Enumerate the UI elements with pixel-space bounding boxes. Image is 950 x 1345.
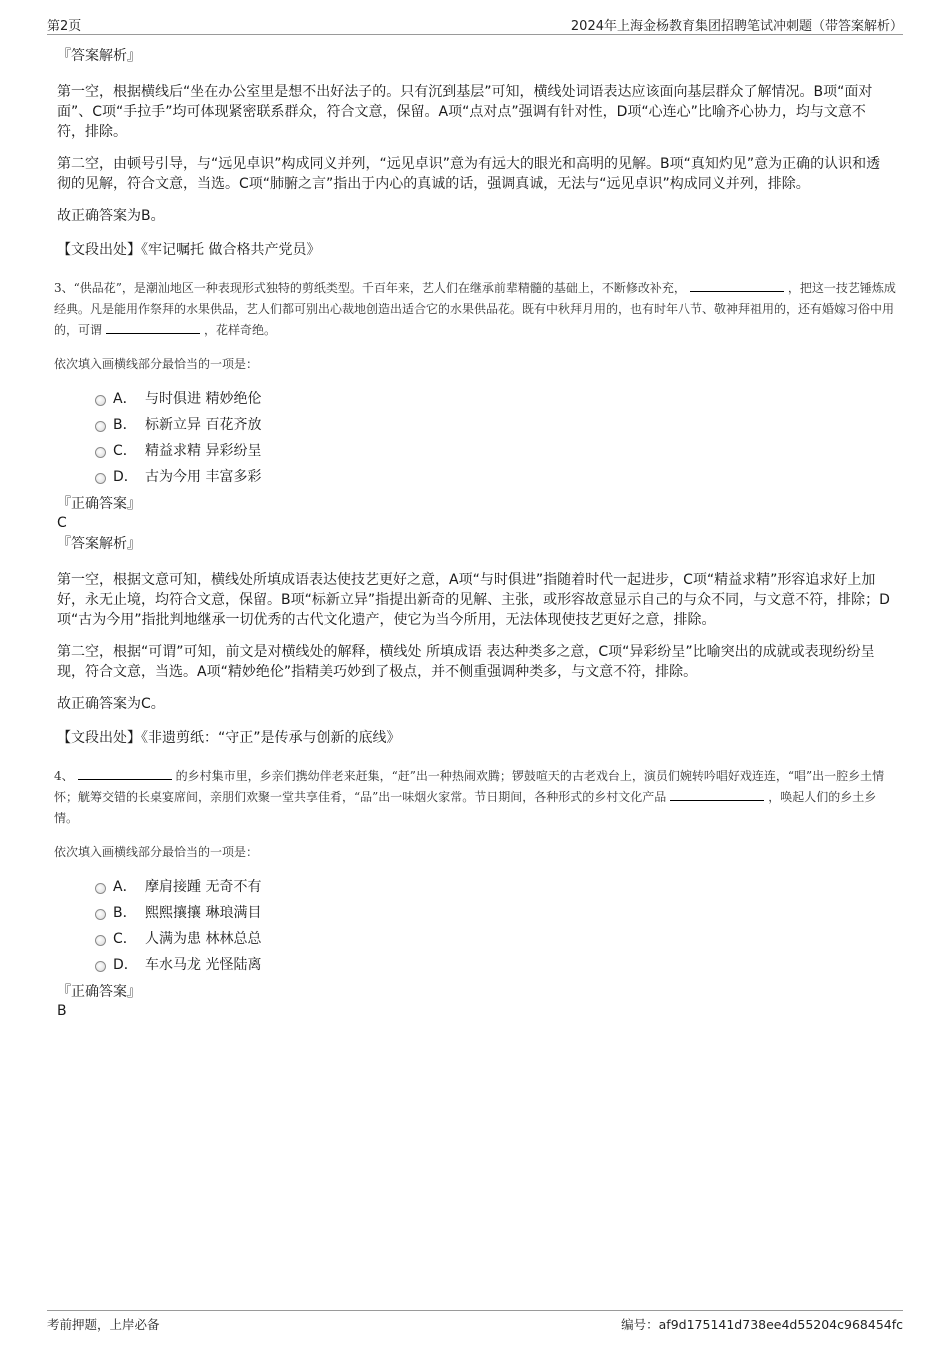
- answer-label: 『正确答案』: [57, 496, 141, 512]
- question-stem: 3、“供品花”，是潮汕地区一种表现形式独特的剪纸类型。千百年来，艺人们在继承前辈精髓的基础上，不断修改补充， ，把这一技艺锤炼成经典。凡是能用作祭拜的水果供品，艺人们都可别出心裁地创造出适合它的水果供品花。既有中秋拜月用的，也有时年八节、敬神拜祖用的，还有婚嫁习俗中用的，可谓 ，花样奇绝。: [54, 281, 896, 337]
- option-b[interactable]: B． 标新立异 百花齐放: [57, 412, 893, 438]
- correct-answer: C: [57, 515, 67, 531]
- option-d[interactable]: D． 古为今用 丰富多彩: [57, 464, 893, 490]
- radio-button[interactable]: [95, 935, 106, 946]
- analysis-paragraph: 第一空，根据横线后“坐在办公室里是想不出好法子的。只有沉到基层”可知，横线处词语表达应该面向基层群众了解情况。B项“面对面”、C项“手拉手”均可体现紧密联系群众，符合文意，保留。A项“点对点”强调有针对性，D项“心连心”比喻齐心协力，均与文意不符，排除。: [57, 84, 873, 140]
- radio-button[interactable]: [95, 961, 106, 972]
- page-number: 第2页: [47, 19, 82, 34]
- option-a[interactable]: A． 摩肩接踵 无奇不有: [57, 874, 893, 900]
- option-d[interactable]: D． 车水马龙 光怪陆离: [57, 952, 893, 978]
- fill-blank: [106, 321, 200, 334]
- option-a[interactable]: A． 与时俱进 精妙绝伦: [57, 386, 893, 412]
- conclusion: 故正确答案为C。: [57, 696, 165, 712]
- analysis-label: 『答案解析』: [57, 48, 141, 64]
- analysis-paragraph: 第一空，根据文意可知，横线处所填成语表达使技艺更好之意，A项“与时俱进”指随着时代一起进步，C项“精益求精”形容追求好上加好，永无止境，均符合文意，保留。B项“标新立异”指提出新奇的见解、主张，或形容故意显示自己的与众不同，与文意不符，排除；D项“古为今用”指批判地继承一切优秀的古代文化遗产，使它为当今所用，无法体现使技艺更好之意，排除。: [57, 572, 890, 628]
- page-footer: [47, 1310, 903, 1335]
- source-citation: 【文段出处】《非遗剪纸：“守正”是传承与创新的底线》: [57, 730, 401, 746]
- source-citation: 【文段出处】《牢记嘱托 做合格共产党员》: [57, 242, 321, 258]
- correct-answer: B: [57, 1003, 67, 1019]
- fill-blank: [78, 767, 172, 780]
- radio-button[interactable]: [95, 473, 106, 484]
- conclusion: 故正确答案为B。: [57, 208, 165, 224]
- analysis-paragraph: 第二空，由顿号引导，与“远见卓识”构成同义并列，“远见卓识”意为有远大的眼光和高明的见解。B项“真知灼见”意为正确的认识和透彻的见解，符合文意，当选。C项“肺腑之言”指出于内心的真诚的话，强调真诚，无法与“远见卓识”构成同义并列，排除。: [57, 156, 881, 192]
- analysis-paragraph: 第二空，根据“可谓”可知，前文是对横线处的解释，横线处 所填成语 表达种类多之意，C项“异彩纷呈”比喻突出的成就或表现纷纷呈现，符合文意，当选。A项“精妙绝伦”指精美巧妙到了极点，并不侧重强调种类多，与文意不符，排除。: [57, 644, 875, 680]
- question-prompt: 依次填入画横线部分最恰当的一项是：: [54, 357, 259, 371]
- radio-button[interactable]: [95, 421, 106, 432]
- radio-button[interactable]: [95, 395, 106, 406]
- page-header: [47, 12, 903, 35]
- fill-blank: [670, 788, 764, 801]
- question-stem: 4、 的乡村集市里，乡亲们携幼伴老来赶集，“赶”出一种热闹欢腾；锣鼓喧天的古老戏台上，演员们婉转吟唱好戏连连，“唱”出一腔乡土情怀；觥筹交错的长桌宴席间，亲朋们欢聚一堂共享佳肴，“品”出一味烟火家常。节日期间，各种形式的乡村文化产品 ，唤起人们的乡土乡情。: [54, 769, 885, 825]
- footer-slogan: 考前押题，上岸必备: [47, 1317, 160, 1332]
- document-body: [54, 44, 896, 1020]
- option-b[interactable]: B． 熙熙攘攘 琳琅满目: [57, 900, 893, 926]
- answer-label: 『正确答案』: [57, 984, 141, 1000]
- document-title: 2024年上海金杨教育集团招聘笔试冲刺题（带答案解析）: [570, 19, 903, 34]
- radio-button[interactable]: [95, 447, 106, 458]
- radio-button[interactable]: [95, 909, 106, 920]
- question-prompt: 依次填入画横线部分最恰当的一项是：: [54, 845, 259, 859]
- option-list: [57, 874, 893, 978]
- radio-button[interactable]: [95, 883, 106, 894]
- option-c[interactable]: C． 精益求精 异彩纷呈: [57, 438, 893, 464]
- document-code: 编号：af9d175141d738ee4d55204c968454fc: [621, 1317, 903, 1332]
- question-3: [54, 278, 896, 748]
- option-list: [57, 386, 893, 490]
- fill-blank: [690, 279, 784, 292]
- option-c[interactable]: C． 人满为患 林林总总: [57, 926, 893, 952]
- analysis-label: 『答案解析』: [57, 536, 141, 552]
- question-4: [54, 766, 893, 1020]
